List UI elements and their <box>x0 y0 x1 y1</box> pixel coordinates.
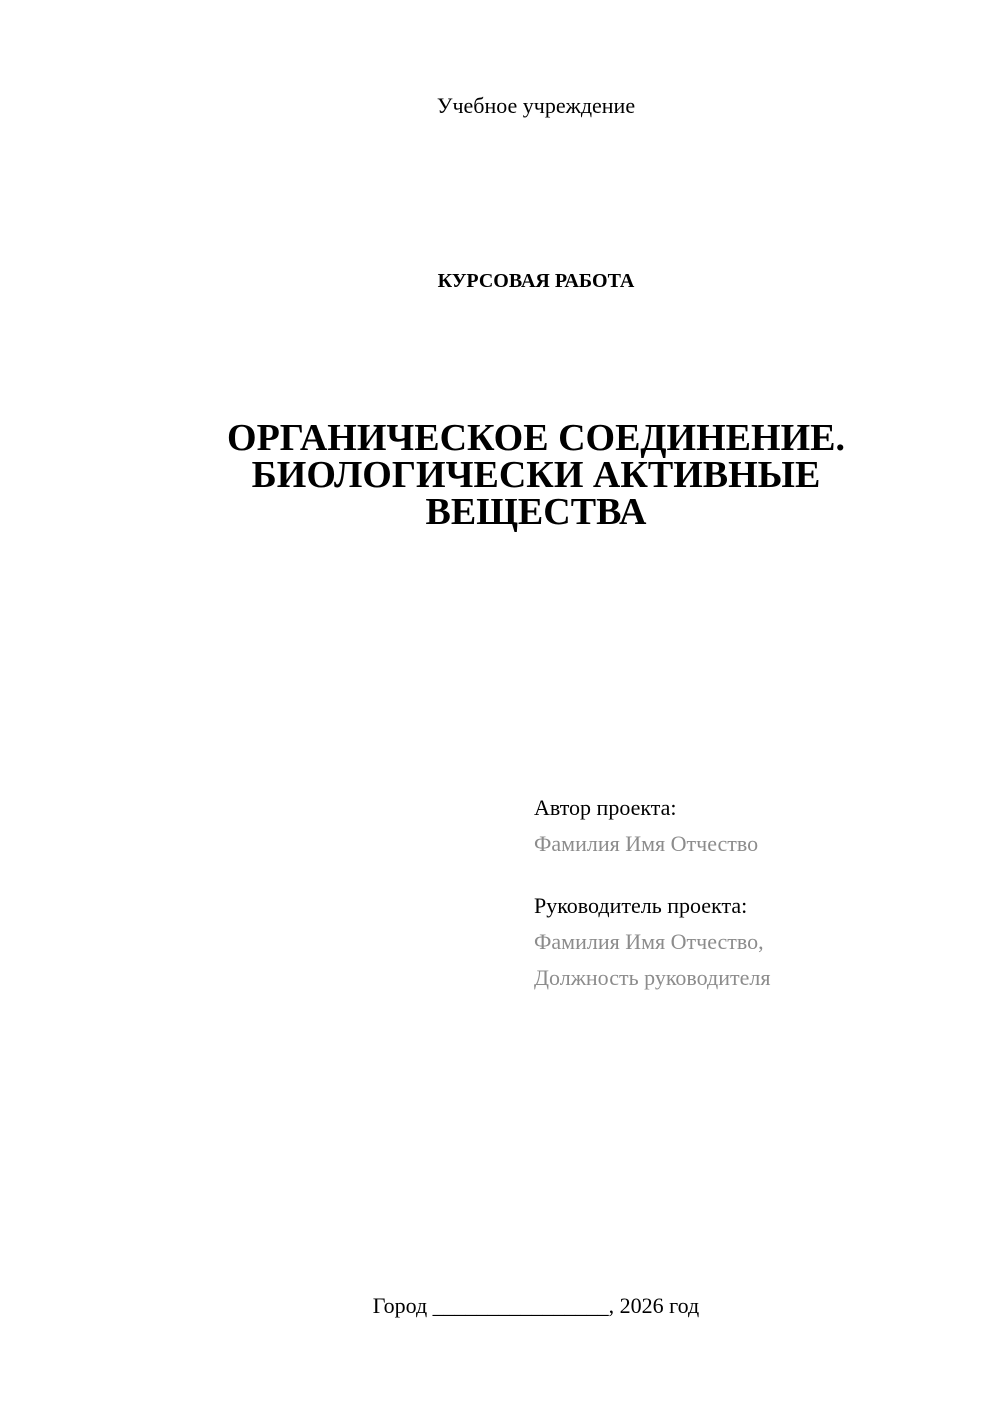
city-year-line: Город ________________, 2026 год <box>372 1293 700 1318</box>
document-title <box>0 417 1000 533</box>
institution-name: Учебное учреждение <box>436 93 636 118</box>
title-line: ОРГАНИЧЕСКОЕ СОЕДИНЕНИЕ. <box>227 417 845 459</box>
author-label: Автор проекта: <box>534 795 677 820</box>
supervisor-position: Должность руководителя <box>534 965 771 990</box>
title-line: БИОЛОГИЧЕСКИ АКТИВНЫЕ <box>251 454 821 496</box>
title-line: ВЕЩЕСТВА <box>425 491 647 533</box>
author-name: Фамилия Имя Отчество <box>534 831 759 856</box>
credits-block <box>534 790 770 996</box>
work-type-heading: КУРСОВАЯ РАБОТА <box>437 270 635 292</box>
supervisor-label: Руководитель проекта: <box>534 893 748 918</box>
supervisor-name: Фамилия Имя Отчество, <box>534 929 764 954</box>
